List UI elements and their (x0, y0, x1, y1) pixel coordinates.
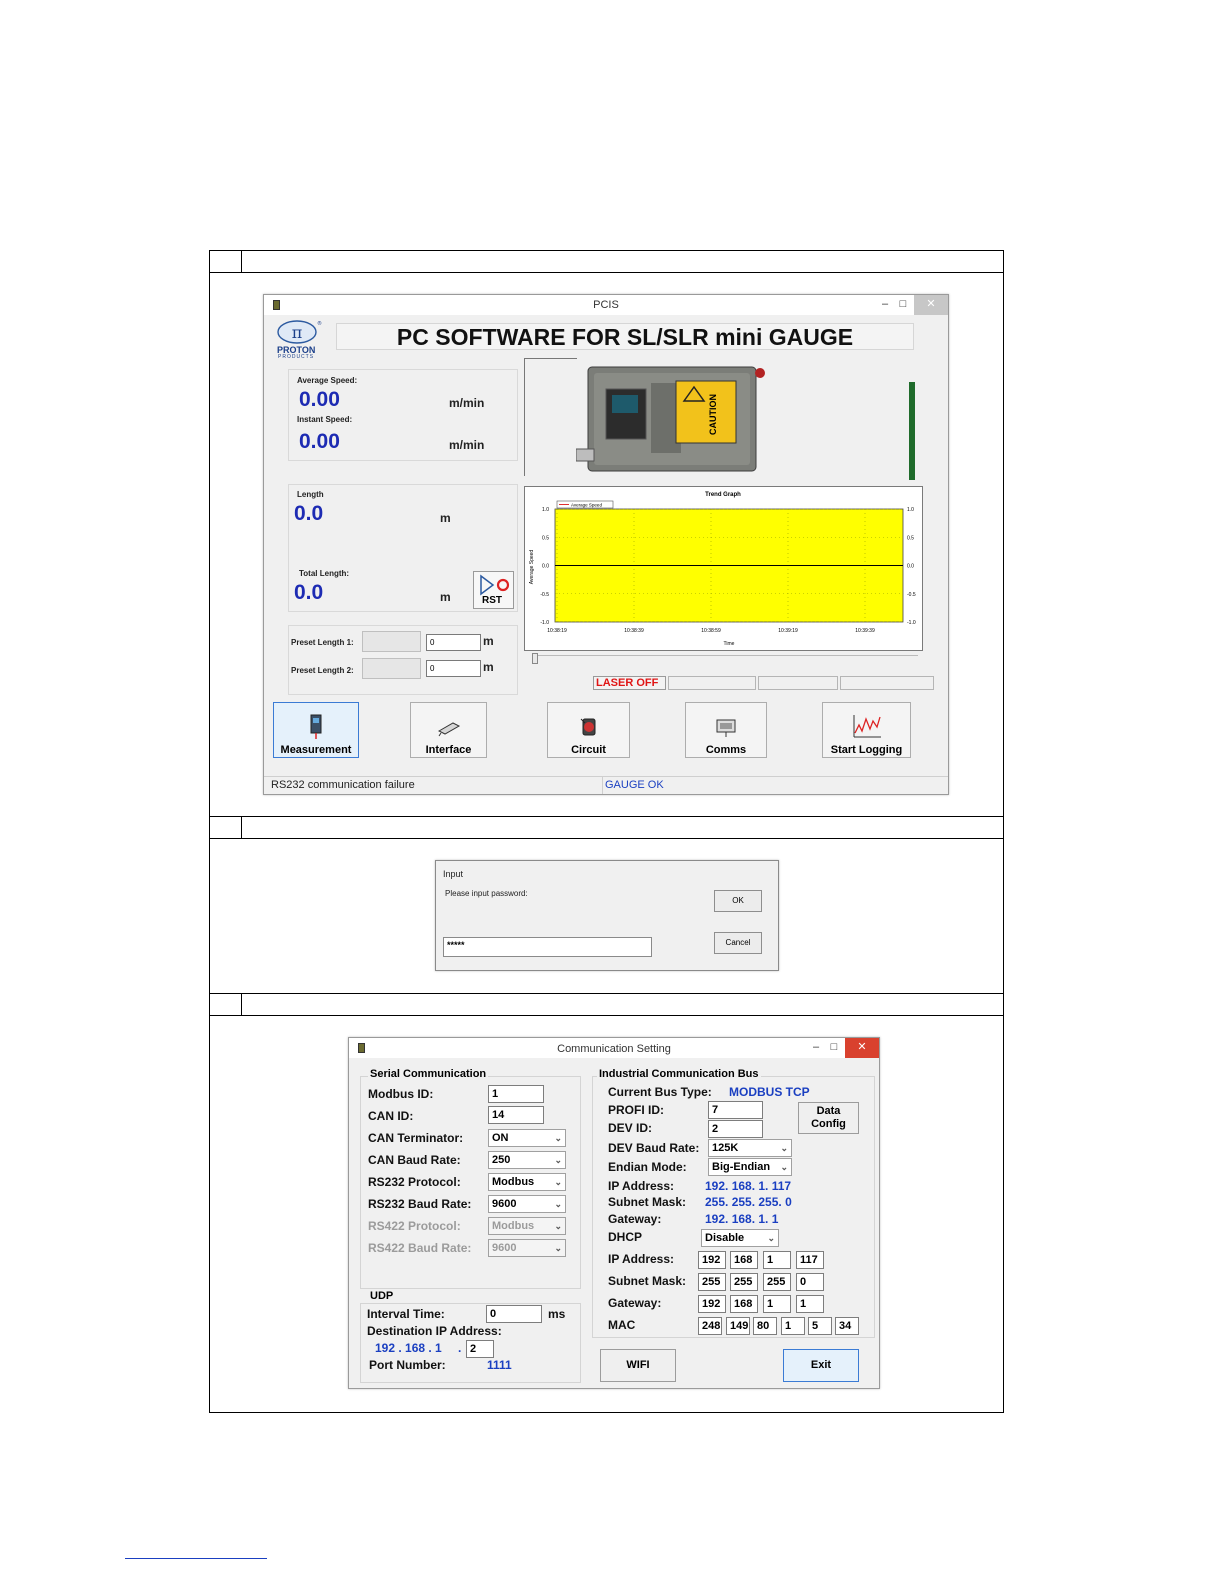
mac-octet-6-input[interactable]: 34 (835, 1317, 859, 1335)
mac-octet-2-input[interactable]: 149 (726, 1317, 750, 1335)
chevron-down-icon: ⌄ (554, 1155, 562, 1165)
x-tick-label: 10:38:59 (701, 628, 721, 634)
logging-chart-icon (851, 713, 883, 739)
total-length-value: 0.0 (294, 581, 324, 604)
dev-baud-label: DEV Baud Rate: (608, 1141, 700, 1155)
status-cell-4 (840, 676, 934, 690)
comms-button[interactable] (685, 702, 767, 758)
window-title: Communication Setting (557, 1043, 671, 1055)
instant-speed-unit: m/min (449, 438, 485, 452)
minimize-button[interactable]: – (812, 1041, 820, 1053)
profi-id-label: PROFI ID: (608, 1103, 664, 1117)
can-baud-select[interactable] (488, 1151, 566, 1169)
instant-speed-value: 0.00 (299, 430, 340, 453)
ip-octet-2-input[interactable]: 168 (730, 1251, 758, 1269)
preset-length-1-readout (362, 631, 421, 652)
rs422-baud-value: 9600 (492, 1242, 517, 1254)
title-bar (349, 1038, 879, 1058)
bus-type-value: MODBUS TCP (729, 1085, 810, 1099)
device-image-frame (524, 358, 577, 476)
chevron-down-icon: ⌄ (780, 1162, 788, 1172)
total-length-label: Total Length: (299, 569, 350, 578)
gateway-octet-4-input[interactable]: 1 (796, 1295, 824, 1313)
data-config-line2: Config (811, 1118, 846, 1130)
endian-mode-label: Endian Mode: (608, 1160, 687, 1174)
gauge-device-icon (576, 359, 776, 477)
subnet-mask-label: Subnet Mask: (608, 1274, 687, 1288)
ok-button[interactable]: OK (714, 890, 762, 912)
minimize-button[interactable]: – (881, 298, 889, 310)
dhcp-select[interactable] (701, 1229, 779, 1247)
laser-status: LASER OFF (593, 676, 666, 690)
cancel-button[interactable]: Cancel (714, 932, 762, 954)
password-input[interactable]: ***** (443, 937, 652, 957)
title-bar (264, 295, 948, 315)
interval-time-unit: ms (548, 1307, 566, 1321)
subnet-mask-readout-value: 255. 255. 255. 0 (705, 1195, 792, 1209)
rs232-baud-label: RS232 Baud Rate: (368, 1197, 472, 1211)
serial-group-title: Serial Communication (370, 1068, 487, 1080)
graph-scrollbar[interactable] (532, 655, 918, 662)
destination-ip-last-input[interactable]: 2 (466, 1340, 494, 1358)
profi-id-input[interactable]: 7 (708, 1101, 763, 1119)
y-tick-label-right: -1.0 (907, 620, 916, 626)
mac-octet-5-input[interactable]: 5 (808, 1317, 832, 1335)
table-header-row-2 (209, 816, 1004, 839)
ip-address-readout-value: 192. 168. 1. 117 (705, 1179, 792, 1193)
y-tick-label-right: -0.5 (907, 591, 916, 598)
preset-length-2-unit: m (483, 660, 494, 674)
rs232-protocol-label: RS232 Protocol: (368, 1175, 461, 1189)
svg-text:®: ® (317, 321, 322, 327)
preset-length-2-label: Preset Length 2: (291, 666, 354, 675)
maximize-button[interactable]: □ (830, 1041, 838, 1053)
dev-baud-value: 125K (712, 1142, 739, 1154)
interface-cable-icon (437, 717, 461, 737)
endian-mode-value: Big-Endian (712, 1161, 771, 1173)
mac-octet-4-input[interactable]: 1 (781, 1317, 805, 1335)
port-number-value: 1111 (487, 1358, 512, 1372)
can-terminator-label: CAN Terminator: (368, 1131, 464, 1145)
chevron-down-icon: ⌄ (554, 1243, 562, 1253)
chart-title: Trend Graph (705, 492, 741, 498)
trend-graph-svg (525, 487, 922, 650)
exit-button[interactable]: Exit (783, 1349, 859, 1382)
x-tick-label: 10:38:39 (624, 628, 644, 634)
close-button[interactable]: ✕ (845, 1038, 879, 1058)
can-baud-value: 250 (492, 1154, 511, 1166)
close-button[interactable]: ✕ (914, 295, 948, 315)
start-logging-button[interactable] (822, 702, 911, 758)
chevron-down-icon: ⌄ (554, 1133, 562, 1143)
table-header-cell (210, 817, 242, 838)
dialog-title: Input (443, 869, 464, 879)
bus-type-label: Current Bus Type: (608, 1085, 712, 1099)
can-terminator-value: ON (492, 1132, 509, 1144)
proton-logo (276, 319, 322, 359)
rs422-protocol-label: RS422 Protocol: (368, 1219, 461, 1233)
dev-id-input[interactable]: 2 (708, 1120, 763, 1138)
x-tick-label: 10:39:19 (778, 628, 798, 634)
ip-octet-1-input[interactable]: 192 (698, 1251, 726, 1269)
ip-octet-4-input[interactable]: 117 (796, 1251, 824, 1269)
chevron-down-icon: ⌄ (554, 1177, 562, 1187)
y-tick-label-left: 1.0 (542, 507, 549, 513)
icb-group-title: Industrial Communication Bus (599, 1068, 759, 1080)
rs422-baud-label: RS422 Baud Rate: (368, 1241, 472, 1255)
dev-id-label: DEV ID: (608, 1121, 653, 1135)
interface-label: Interface (425, 744, 472, 756)
window-title: PCIS (593, 299, 619, 311)
graph-scrollbar-thumb[interactable] (532, 653, 538, 664)
y-tick-label-right: 0.0 (907, 563, 914, 570)
data-config-button[interactable] (798, 1102, 859, 1134)
comm-setting-window (348, 1037, 880, 1389)
y-tick-label-left: -1.0 (540, 620, 549, 626)
rs422-protocol-select (488, 1217, 566, 1235)
instant-speed-label: Instant Speed: (297, 415, 353, 424)
destination-ip-label: Destination IP Address: (367, 1324, 502, 1338)
gauge-device-image (576, 359, 776, 477)
mac-octet-1-input[interactable]: 248 (698, 1317, 722, 1335)
rs422-protocol-value: Modbus (492, 1220, 535, 1232)
level-indicator-bar (909, 382, 915, 480)
y-tick-label-right: 1.0 (907, 507, 914, 513)
trend-graph (524, 486, 923, 651)
gateway-readout-label: Gateway: (608, 1212, 662, 1226)
status-bar (264, 776, 948, 794)
gateway-octet-1-input[interactable]: 192 (698, 1295, 726, 1313)
interface-button[interactable] (410, 702, 487, 758)
chevron-down-icon: ⌄ (767, 1233, 775, 1243)
gateway-readout-value: 192. 168. 1. 1 (705, 1212, 779, 1226)
preset-length-1-label: Preset Length 1: (291, 638, 354, 647)
subnet-octet-1-input[interactable]: 255 (698, 1273, 726, 1291)
can-baud-label: CAN Baud Rate: (368, 1153, 461, 1167)
preset-length-1-input[interactable]: 0 (426, 634, 481, 651)
preset-length-2-readout (362, 658, 421, 679)
modbus-id-input[interactable]: 1 (488, 1085, 544, 1103)
ip-octet-3-input[interactable]: 1 (763, 1251, 791, 1269)
destination-ip-prefix: 192 . 168 . 1 (375, 1341, 442, 1355)
ip-address-label: IP Address: (608, 1252, 675, 1266)
average-speed-label: Average Speed: (297, 376, 358, 385)
total-length-unit: m (440, 590, 451, 604)
subnet-octet-2-input[interactable]: 255 (730, 1273, 758, 1291)
average-speed-value: 0.00 (299, 388, 340, 411)
svg-text:π: π (291, 323, 303, 342)
status-cell-2 (668, 676, 756, 690)
dev-baud-select[interactable] (708, 1139, 792, 1157)
caution-text: CAUTION (708, 394, 718, 435)
dhcp-value: Disable (705, 1232, 745, 1244)
length-unit: m (440, 511, 451, 525)
wifi-button[interactable]: WIFI (600, 1349, 676, 1382)
measurement-label: Measurement (280, 744, 352, 756)
start-logging-label: Start Logging (830, 744, 903, 756)
subnet-octet-4-input[interactable]: 0 (796, 1273, 824, 1291)
y-tick-label-left: 0.5 (542, 535, 549, 542)
chevron-down-icon: ⌄ (554, 1221, 562, 1231)
status-cell-3 (758, 676, 838, 690)
destination-ip-separator: . (458, 1341, 462, 1355)
interval-time-label: Interval Time: (367, 1307, 445, 1321)
reset-button[interactable] (473, 571, 514, 609)
table-header-row-3 (209, 993, 1004, 1016)
table-header-cell (210, 251, 242, 272)
logo-text: PROTON (277, 345, 316, 355)
modbus-id-label: Modbus ID: (368, 1087, 434, 1101)
udp-group-title: UDP (370, 1290, 394, 1302)
length-value: 0.0 (294, 502, 324, 525)
can-terminator-select[interactable] (488, 1129, 566, 1147)
gateway-label: Gateway: (608, 1296, 662, 1310)
rs232-baud-value: 9600 (492, 1198, 517, 1210)
endian-mode-select[interactable] (708, 1158, 792, 1176)
x-axis-label: Time (723, 641, 735, 647)
can-id-input[interactable]: 14 (488, 1106, 544, 1124)
gateway-octet-3-input[interactable]: 1 (763, 1295, 791, 1313)
mac-label: MAC (608, 1318, 636, 1332)
table-header-row-1 (209, 250, 1004, 273)
dialog-prompt: Please input password: (445, 889, 528, 898)
x-tick-label: 10:39:39 (855, 628, 875, 634)
comms-label: Comms (705, 744, 747, 756)
y-tick-label-left: -0.5 (540, 591, 549, 598)
y-tick-label-right: 0.5 (907, 535, 914, 542)
status-divider (602, 777, 603, 794)
status-left: RS232 communication failure (271, 779, 415, 791)
mac-octet-3-input[interactable]: 80 (753, 1317, 777, 1335)
y-tick-label-left: 0.0 (542, 563, 549, 570)
table-header-cell (210, 994, 242, 1015)
ip-address-readout-label: IP Address: (608, 1179, 675, 1193)
data-config-line1: Data (816, 1105, 841, 1117)
legend-label: Average Speed (571, 502, 602, 508)
logo-subtext: PRODUCTS (278, 354, 315, 360)
rs232-protocol-select[interactable] (488, 1173, 566, 1191)
status-right: GAUGE OK (605, 779, 664, 791)
measurement-button[interactable] (273, 702, 359, 758)
average-speed-unit: m/min (449, 396, 485, 410)
rst-label: RST (482, 595, 502, 606)
preset-length-2-input[interactable]: 0 (426, 660, 481, 677)
preset-length-1-unit: m (483, 634, 494, 648)
rs422-baud-select (488, 1239, 566, 1257)
subnet-mask-readout-label: Subnet Mask: (608, 1195, 687, 1209)
comms-network-icon (714, 715, 738, 739)
circuit-meter-icon (577, 715, 601, 739)
dhcp-label: DHCP (608, 1230, 643, 1244)
length-label: Length (297, 490, 324, 499)
banner-title: PC SOFTWARE FOR SL/SLR mini GAUGE (336, 323, 914, 350)
y-axis-label: Average Speed (529, 549, 535, 585)
chevron-down-icon: ⌄ (554, 1199, 562, 1209)
rs232-protocol-value: Modbus (492, 1176, 535, 1188)
measurement-device-icon (308, 713, 324, 739)
subnet-octet-3-input[interactable]: 255 (763, 1273, 791, 1291)
interval-time-input[interactable]: 0 (486, 1305, 542, 1323)
x-tick-label: 10:38:19 (547, 628, 567, 634)
pcis-window (263, 294, 949, 795)
maximize-button[interactable]: □ (899, 298, 907, 310)
gateway-octet-2-input[interactable]: 168 (730, 1295, 758, 1313)
circuit-button[interactable] (547, 702, 630, 758)
port-number-label: Port Number: (369, 1358, 446, 1372)
can-id-label: CAN ID: (368, 1109, 414, 1123)
footnote-rule (125, 1558, 267, 1559)
rs232-baud-select[interactable] (488, 1195, 566, 1213)
input-dialog (435, 860, 779, 971)
circuit-label: Circuit (571, 744, 606, 756)
chevron-down-icon: ⌄ (780, 1143, 788, 1153)
